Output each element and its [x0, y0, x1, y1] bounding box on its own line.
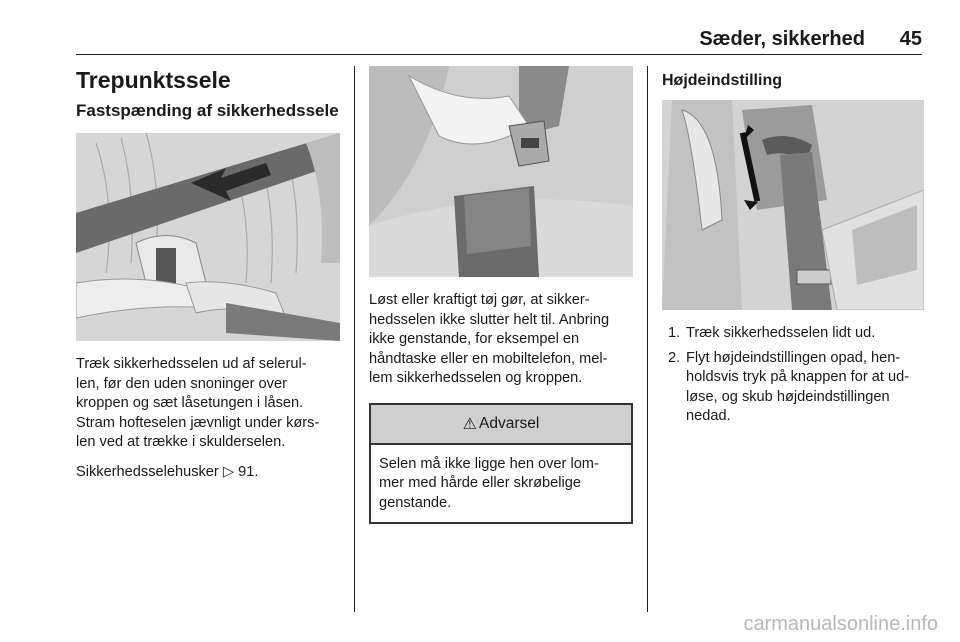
list-item: 2. Flyt højdeindstillingen opad, hen- holdsvis tryk på knappen for at ud- løse, og skub højdeindstillingen nedad. — [668, 349, 910, 424]
illustration-belt-buckling — [76, 133, 340, 341]
figure-height-adjuster — [662, 100, 924, 310]
figure-buckle — [369, 66, 633, 277]
body-paragraph-2: Løst eller kraftigt tøj gør, at sikker- hedsselen ikke slutter helt til. Anbring ikke genstande, for eksempel en håndtaske eller en mobiltelefon, mel- lem sikkerhedsselen og kroppen. — [369, 292, 610, 386]
page-ref-arrow-icon: ▷ — [222, 463, 235, 480]
column-1 — [76, 66, 340, 482]
column-2 — [369, 66, 633, 524]
section-heading: Trepunktssele — [76, 67, 231, 93]
figure-fastening-belt — [76, 133, 340, 341]
warning-triangle-icon: ⚠ — [462, 415, 478, 433]
body-paragraph-1: Træk sikkerhedsselen ud af selerul- len, før den uden snoninger over kroppen og sæt låsetungen i låsen. Stram hofteselen jævnligt under kørs- len ved at trække i skulderselen. — [76, 356, 320, 450]
running-header-title: Sæder, sikkerhed — [699, 28, 865, 50]
illustration-buckle-latch — [369, 66, 633, 277]
warning-text: Selen må ikke ligge hen over lom- mer med hårde eller skrøbelige genstande. — [379, 455, 599, 511]
adjustment-steps — [662, 324, 924, 427]
column-divider-2 — [647, 66, 648, 612]
warning-box — [369, 403, 633, 525]
section-heading-height: Højdeindstilling — [662, 72, 782, 89]
watermark: carmanualsonline.info — [743, 613, 938, 635]
reminder-reference: Sikkerhedsselehusker ▷ 91. — [76, 463, 259, 480]
column-3 — [662, 66, 924, 432]
page-number: 45 — [899, 28, 922, 50]
warning-header: ⚠ Advarsel — [371, 405, 631, 445]
list-item: 1. Træk sikkerhedsselen lidt ud. — [668, 325, 876, 341]
header-rule — [76, 54, 922, 55]
column-divider-1 — [354, 66, 355, 612]
subsection-heading: Fastspænding af sikkerhedssele — [76, 101, 339, 120]
illustration-height-adjuster — [662, 100, 924, 310]
